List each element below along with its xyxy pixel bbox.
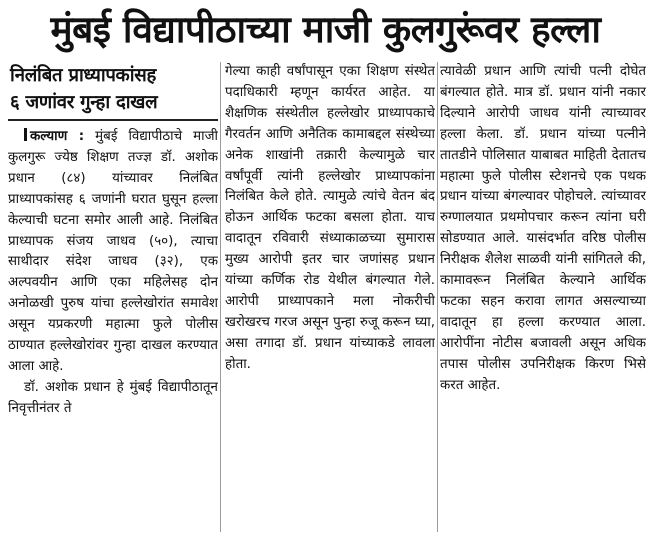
second-paragraph-start: डॉ. अशोक प्रधान हे मुंबई विद्यापीठातून निवृत्तीनंतर ते [8,379,218,416]
subheadline-rule [8,119,218,121]
lead-paragraph [8,127,218,378]
dateline-marker [24,128,27,141]
column-divider-2 [437,62,438,532]
headline: मुंबई विद्यापीठाच्या माजी कुलगुरूंवर हल्ला [50,8,601,51]
second-paragraph-continued: गेल्या काही वर्षांपासून एका शिक्षण संस्थेत पदाधिकारी म्हणून कार्यरत आहेत. या शैक्षणिक संस्थेतील हल्लेखोर प्राध्यापकाचे गैरवर्तन आणि अनैतिक कामाबद्दल संस्थेच्या अनेक शाखांनी तक्रारी केल्यामुळे चार वर्षांपूर्वी त्यांनी हल्लेखोर प्राध्यापकांना निलंबित केले होते. त्यामुळे त्यांचे वेतन बंद होऊन आर्थिक फटका बसला होता. याच वादातून रविवारी संध्याकाळच्या सुमारास मुख्य आरोपी इतर चार जणांसह प्रधान यांच्या कर्णिक रोड येथील बंगल्यात गेले. आरोपी प्राध्यापकाने मला नोकरीची खरोखरच गरज असून पुन्हा रुजू करून घ्या, असा तगादा डॉ. प्रधान यांच्याकडे लावला होता. [225,64,435,372]
second-paragraph-end: त्यावेळी प्रधान आणि त्यांची पत्नी दोघेत बंगल्यात होते. मात्र डॉ. प्रधान यांनी नकार दिल्याने आरोपी जाधव यांनी त्याच्यावर हल्ला केला. डॉ. प्रधान यांच्या पत्नीने तातडीने पोलिसात याबाबत माहिती देतातच महात्मा फुले पोलीस स्टेशनचे एक पथक प्रधान यांच्या बंगल्यावर पोहोचले. त्यांच्यावर रुग्णालयात प्रथमोपचार करून त्यांना घरी सोडण्यात आले. यासंदर्भात वरिष्ठ पोलीस निरीक्षक शैलेश साळवी यांनी सांगितले की, कामावरून निलंबित केल्याने आर्थिक फटका सहन करावा लागत असल्याच्या वादातून हा हल्ला करण्यात आला. आरोपींना नोटीस बजावली असून अधिक तपास पोलीस उपनिरीक्षक किरण भिसे करत आहेत. [440,64,646,393]
lead-paragraph-text: मुंबई विद्यापीठाचे माजी कुलगुरू ज्येष्ठ शिक्षण तज्ज्ञ डॉ. अशोक प्रधान (८४) यांच्यावर निलंबित प्राध्यापकांसह ६ जणांनी घरात घुसून हल्ला केल्याची घटना समोर आली आहे. निलंबित प्राध्यापक संजय जाधव (५०), त्याचा साथीदार संदेश जाधव (३२), एक अल्पवयीन आणि एका महिलेसह दोन अनोळखी पुरुष यांचा हल्लेखोरांत समावेश असून यप्रकरणी महात्मा फुले पोलीस ठाण्यात हल्लेखोरांवर गुन्हा दाखल करण्यात आला आहे. [8,129,218,374]
dateline: कल्याण : [30,129,85,144]
article-column-1 [8,62,218,534]
subheadline-line-2: ६ जणांवर गुन्हा दाखल [10,92,158,113]
subheadline-line-1: निलंबित प्राध्यापकांसह [10,65,156,86]
column-divider-1 [220,62,221,532]
article-column-3 [440,62,646,534]
article-column-2 [225,62,435,534]
